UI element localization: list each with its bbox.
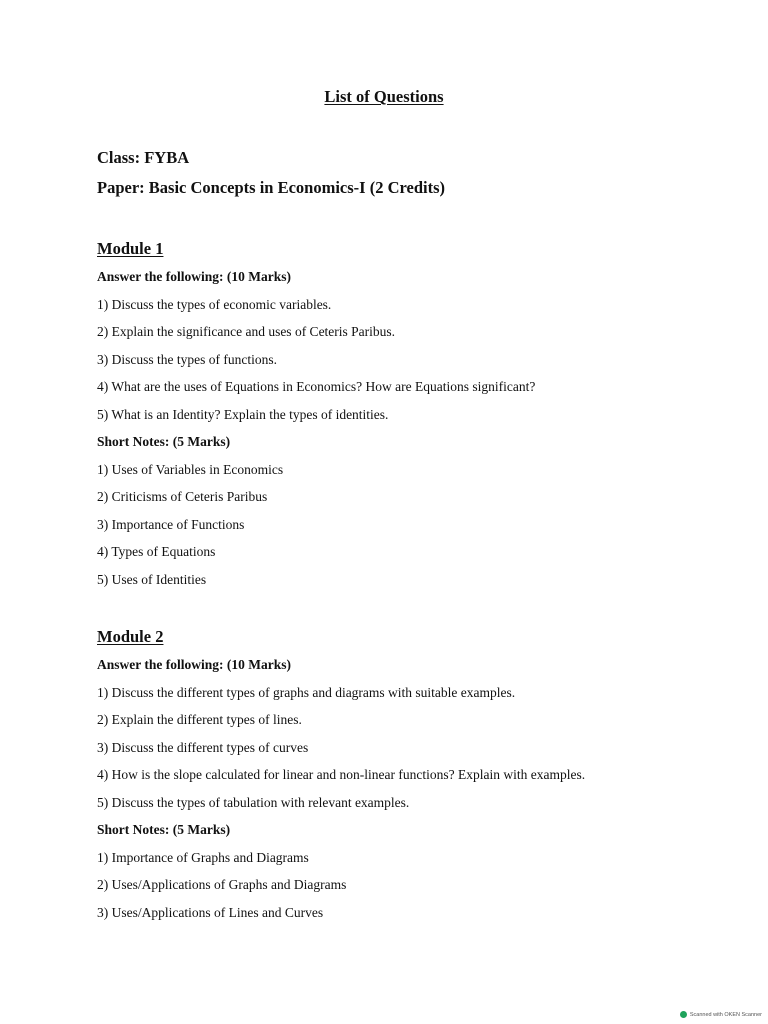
short-note-item: 4) Types of Equations	[97, 544, 216, 559]
answer-section-heading: Answer the following: (10 Marks)	[97, 657, 291, 672]
class-line: Class: FYBA	[97, 148, 190, 167]
question-item: 5) What is an Identity? Explain the types of identities.	[97, 406, 389, 422]
module-2-section	[97, 626, 717, 929]
module-1-section	[97, 238, 717, 596]
question-item: 1) Discuss the different types of graphs and diagrams with suitable examples.	[97, 684, 516, 700]
short-note-item: 5) Uses of Identities	[97, 571, 207, 587]
short-note-item: 1) Importance of Graphs and Diagrams	[97, 849, 309, 865]
short-notes-heading: Short Notes: (5 Marks)	[97, 822, 231, 837]
short-note-item: 2) Criticisms of Ceteris Paribus	[97, 489, 268, 504]
question-item: 4) How is the slope calculated for linear and non-linear functions? Explain with examples.	[97, 767, 586, 782]
question-item: 2) Explain the different types of lines.	[97, 712, 302, 727]
question-item: 3) Discuss the different types of curves	[97, 739, 309, 755]
question-item: 2) Explain the significance and uses of Ceteris Paribus.	[97, 324, 396, 339]
module-heading: Module 2	[97, 627, 164, 646]
scanner-watermark	[680, 1011, 762, 1018]
scanner-watermark-text: Scanned with OKEN Scanner	[689, 1011, 762, 1018]
question-item: 1) Discuss the types of economic variables.	[97, 296, 332, 312]
short-note-item: 3) Uses/Applications of Lines and Curves	[97, 904, 324, 920]
question-item: 5) Discuss the types of tabulation with relevant examples.	[97, 794, 410, 810]
question-item: 4) What are the uses of Equations in Economics? How are Equations significant?	[97, 379, 536, 394]
oken-scanner-logo-icon	[680, 1011, 687, 1018]
short-note-item: 2) Uses/Applications of Graphs and Diagrams	[97, 877, 347, 892]
document-title: List of Questions	[324, 87, 444, 106]
paper-line: Paper: Basic Concepts in Economics-I (2 Credits)	[97, 178, 445, 197]
short-notes-heading: Short Notes: (5 Marks)	[97, 434, 231, 449]
short-note-item: 3) Importance of Functions	[97, 516, 245, 532]
answer-section-heading: Answer the following: (10 Marks)	[97, 269, 291, 284]
question-item: 3) Discuss the types of functions.	[97, 351, 277, 367]
module-heading: Module 1	[97, 239, 164, 258]
short-note-item: 1) Uses of Variables in Economics	[97, 461, 284, 477]
